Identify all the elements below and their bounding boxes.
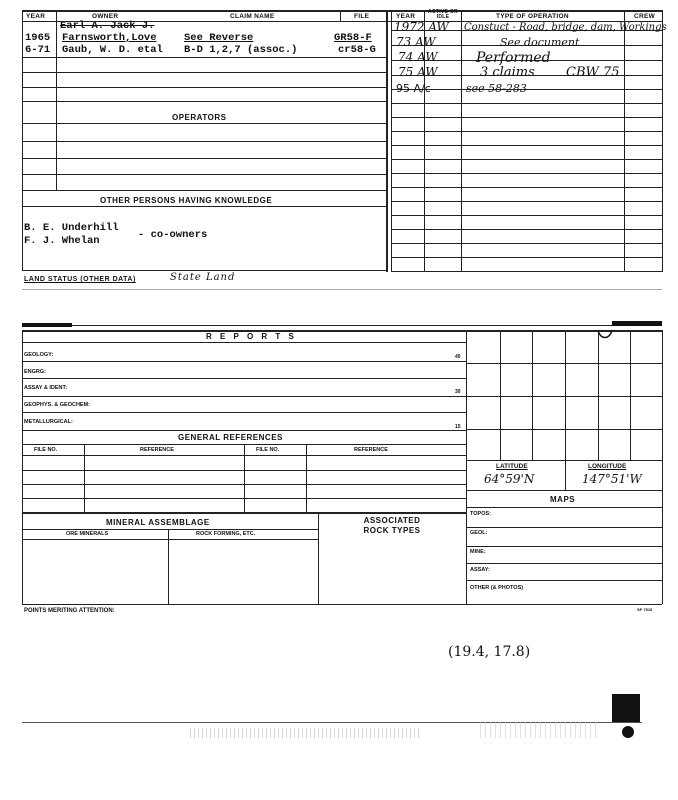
rule [22,289,662,290]
land-status-label: LAND STATUS (OTHER DATA) [24,276,136,283]
rule [22,190,386,191]
rule [22,174,386,175]
longitude-label: LONGITUDE [588,463,627,470]
rule [22,123,386,124]
registration-mark [612,694,640,722]
rule [391,103,662,104]
header-owner: OWNER [92,13,119,20]
col-divider [306,444,307,514]
form-number: SP 7515 [637,607,653,612]
owner-first-names: Earl A. Jack J. [60,20,155,32]
map-label: GEOL: [470,530,488,536]
header-type-of-operation: TYPE OF OPERATION [496,13,569,20]
rule [22,604,662,605]
owner-row-file: cr58-G [338,44,376,56]
rule [22,484,466,485]
header-file: FILE [354,13,370,20]
owner-row-owner: Gaub, W. D. etal [62,44,163,56]
grid-line [565,330,566,490]
col-divider [318,512,319,604]
col-crew-divider [624,10,625,272]
header-year-2: YEAR [396,13,416,20]
grid-line [466,429,662,430]
rule [391,257,662,258]
col-divider [84,444,85,514]
left-border [22,10,23,270]
rule [22,141,386,142]
grid-mark [596,326,616,344]
grid-line [466,363,662,364]
co-owners-note: - co-owners [138,229,208,241]
other-persons-heading: OTHER PERSONS HAVING KNOWLEDGE [100,196,273,205]
grid-coordinate: (19.4, 17.8) [448,644,531,660]
rule [391,201,662,202]
map-label: OTHER (& PHOTOS) [470,585,524,591]
activity-year: 73 AW [396,35,436,49]
general-references-heading: GENERAL REFERENCES [178,433,283,442]
activity-type: 3 claims [480,65,535,80]
report-label: GEOLOGY: [24,352,54,358]
rule [466,527,662,528]
rule [466,490,662,491]
thick-band [22,323,72,327]
latitude-label: LATITUDE [496,463,528,470]
rule [22,396,466,397]
rule [391,215,662,216]
rule [391,145,662,146]
col-type-divider [461,10,462,272]
rule [22,206,386,207]
header-claim-name: CLAIM NAME [230,13,275,20]
header-crew: CREW [634,13,656,20]
rule [466,507,662,508]
rule [391,229,662,230]
grid-line [630,330,631,460]
left-border [22,330,23,604]
right-border [662,330,663,604]
rule [391,187,662,188]
right-border [662,10,663,272]
ore-minerals-header: ORE MINERALS [66,531,109,537]
grid-line [500,330,501,460]
rule [466,546,662,547]
activity-type: Performed [476,50,551,66]
activity-type: Constuct - Road, bridge, dam, Workings [464,22,667,33]
rule [22,512,466,514]
scan-noise [190,728,420,738]
owner-row-claim: B-D 1,2,7 (assoc.) [184,44,298,56]
rule [22,539,318,540]
map-label: TOPOS: [470,511,491,517]
rule [391,271,662,272]
rule [391,131,662,132]
other-person-name: B. E. Underhill [24,222,119,234]
rock-forming-header: ROCK FORMING, ETC. [196,531,256,537]
rule [22,498,466,499]
ref-header-file-no: FILE NO. [256,447,280,453]
activity-year: 75 AW [398,65,438,79]
rule [22,72,386,73]
top-border [22,10,662,12]
points-meriting-label: POINTS MERITING ATTENTION: [24,608,115,614]
owner-row-owner: Farnsworth,Love [62,32,157,44]
rule [22,57,386,58]
report-label: METALLURGICAL: [24,419,73,425]
thick-band [612,321,662,326]
maps-heading: MAPS [550,495,576,504]
main-split [386,10,388,272]
col-file-divider [340,10,341,22]
report-label: ASSAY & IDENT: [24,385,68,391]
grid-line [466,396,662,397]
rule [391,243,662,244]
grid-line [466,460,662,461]
activity-type: see 58-283 [466,82,527,95]
owner-row-year: 6-71 [25,44,51,56]
rule [22,87,386,88]
activity-year: 1972 AW [394,20,449,34]
rule [22,470,466,471]
rule [22,158,386,159]
rule [22,430,466,431]
latitude-value: 64°59'N [484,472,535,486]
col-year-divider [56,10,57,190]
col-divider [168,529,169,604]
reports-heading: R E P O R T S [206,332,297,341]
report-label: GEOPHYS. & GEOCHEM: [24,402,91,408]
rule [22,361,466,362]
report-number: 30 [455,389,461,395]
rule [391,173,662,174]
reports-top-border [22,330,662,332]
col-divider [244,444,245,514]
activity-year: 74 AW [398,50,438,64]
longitude-value: 147°51'W [582,472,642,486]
grid-line [598,330,599,460]
operators-heading: OPERATORS [172,113,227,122]
map-label: ASSAY: [470,567,490,573]
ref-header-reference: REFERENCE [354,447,388,453]
mineral-assemblage-heading: MINERAL ASSEMBLAGE [106,518,210,527]
report-number: 15 [455,424,461,430]
rule [22,412,466,413]
scan-noise [480,722,600,738]
rule [466,580,662,581]
owner-row-year: 1965 [25,32,51,44]
other-person-name: F. J. Whelan [24,235,100,247]
header-year: YEAR [26,13,46,20]
ref-header-reference: REFERENCE [140,447,174,453]
activity-type: See document [500,36,580,49]
grid-line [532,330,533,460]
report-number: 40 [455,354,461,360]
rule [391,159,662,160]
owner-row-claim: See Reverse [184,32,254,44]
main-split-2 [391,10,392,272]
ref-header-file-no: FILE NO. [34,447,58,453]
rule [391,117,662,118]
land-status-value: State Land [170,272,236,283]
rule [22,342,466,343]
rule [22,270,386,271]
activity-year: 95 A/c [396,82,431,95]
registration-dot [622,726,634,738]
activity-crew: CBW 75 [566,65,620,80]
rule [22,378,466,379]
owner-row-file: GR58-F [334,32,372,44]
rule [22,529,318,530]
thick-band-line [72,325,612,326]
header-active-idle: ACTIVE OR IDLE [428,9,458,20]
rule [22,101,386,102]
associated-rock-types-heading: ASSOCIATED ROCK TYPES [363,516,421,535]
map-label: MINE: [470,549,486,555]
rule [466,563,662,564]
report-label: ENGRG: [24,369,46,375]
